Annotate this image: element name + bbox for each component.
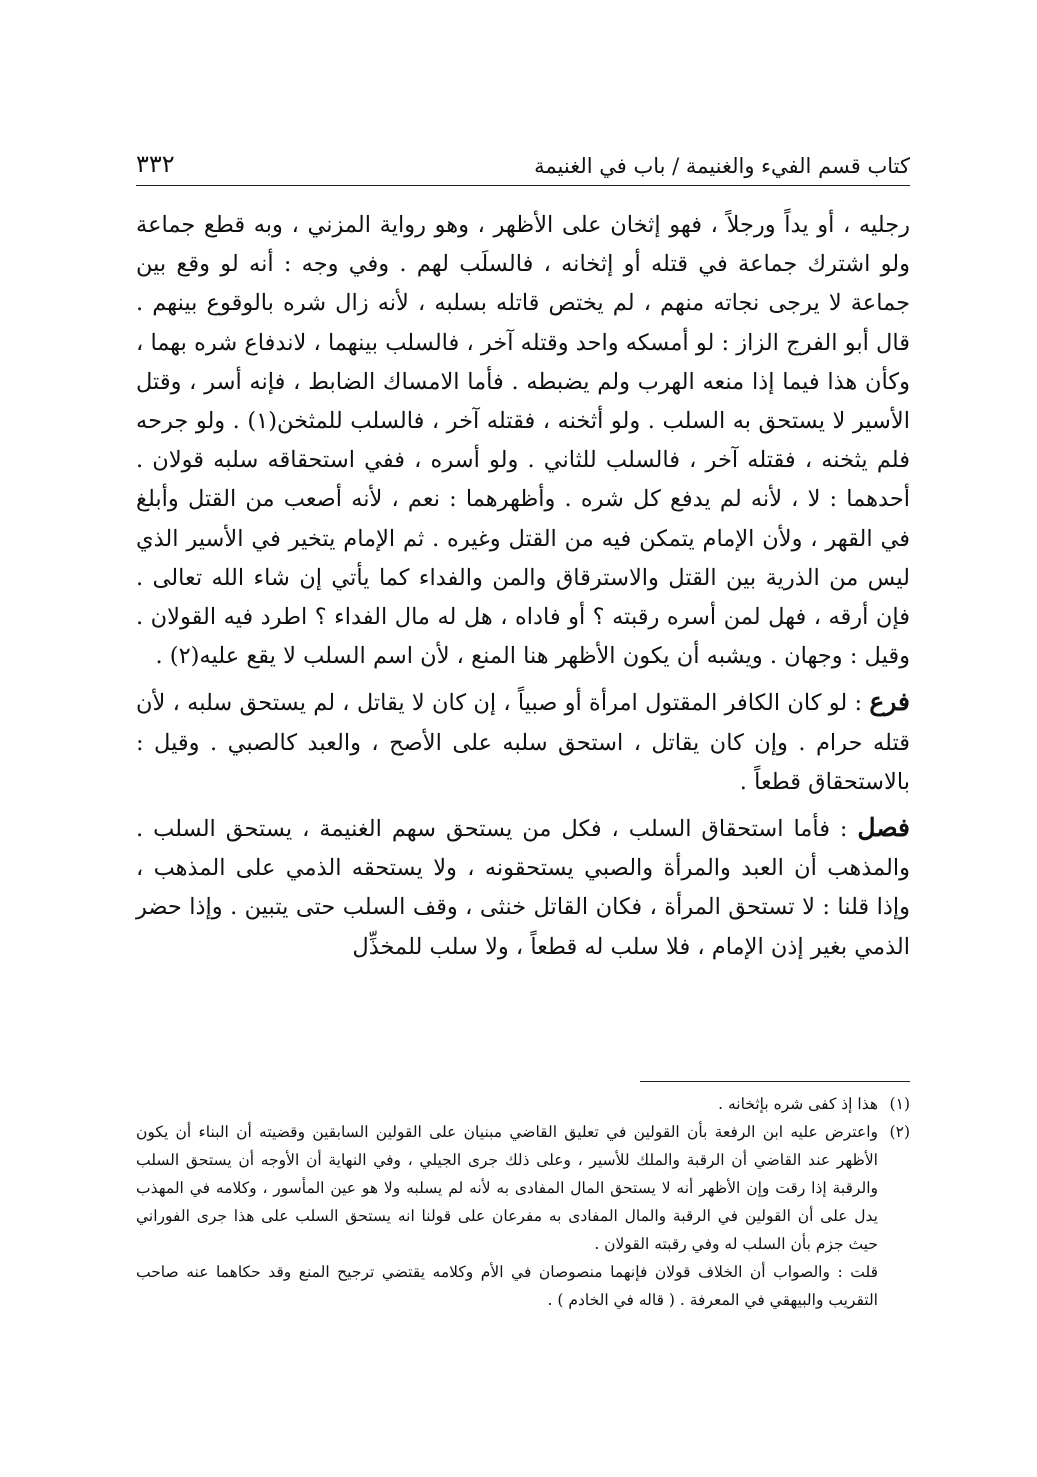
section-keyword-far: فرع xyxy=(869,687,910,717)
running-title: كتاب قسم الفيء والغنيمة / باب في الغنيمة xyxy=(534,154,910,178)
page-number: ٣٣٢ xyxy=(136,150,175,178)
paragraph-text: : فأما استحقاق السلب ، فكل من يستحق سهم الغنيمة ، يستحق السلب . والمذهب أن العبد والمرأة والصبي يستحقونه ، ولا يستحقه الذمي على المذهب ، وإذا قلنا : لا تستحق المرأة ، فكان القاتل خنثى ، وقف السلب حتى يتبين . وإذا حضر الذمي بغير إذن الإمام ، فلا سلب له قطعاً ، ولا سلب للمخذِّل xyxy=(136,816,910,960)
page-header xyxy=(136,134,910,178)
paragraph-1 xyxy=(136,206,910,676)
paragraph-text: : لو كان الكافر المقتول امرأة أو صبياً ، إن كان لا يقاتل ، لم يستحق سلبه ، لأن قتله حرام . وإن كان يقاتل ، استحق سلبه على الأصح ، والعبد كالصبي . وقيل : بالاستحقاق قطعاً . xyxy=(136,690,910,795)
footnote-text: واعترض عليه ابن الرفعة بأن القولين في تعليق القاضي مبنيان على القولين السابقين وقضيته أن البناء أن يكون الأظهر عند القاضي أن الرقبة والملك للأسير ، وعلى ذلك جرى الجيلي ، وفي النهاية أن الأوجه أن يستحق السلب والرقبة إذا رقت وإن الأظهر أنه لا يستحق المال المفادى به لأنه لم يسلبه ولا هو عين المأسور ، وكلامه في المهذب يدل على أن القولين في الرقبة والمال المفادى به مفرعان على قولنا انه يستحق السلب على هذا جرى الفوراني حيث جزم بأن السلب له وفي رقبته القولان . xyxy=(136,1123,878,1253)
footnote-divider xyxy=(640,1081,910,1082)
paragraph-far xyxy=(136,682,910,802)
section-keyword-fasl: فصل xyxy=(857,813,910,843)
main-text xyxy=(136,206,910,967)
header-divider xyxy=(136,185,910,186)
footnote-text: هذا إذ كفى شره بإثخانه . xyxy=(718,1095,878,1113)
footnote-2 xyxy=(136,1118,910,1258)
footnote-number: (١) xyxy=(889,1095,910,1113)
paragraph-fasl xyxy=(136,808,910,967)
paragraph-text: رجليه ، أو يداً ورجلاً ، فهو إثخان على الأظهر ، وهو رواية المزني ، وبه قطع جماعة ولو اشترك جماعة في قتله أو إثخانه ، فالسلَب لهم . وفي وجه : أنه لو وقع بين جماعة لا يرجى نجاته منهم ، لم يختص قاتله بسلبه ، لأنه زال شره بالوقوع بينهم . قال أبو الفرج الزاز : لو أمسكه واحد وقتله آخر ، فالسلب بينهما ، لاندفاع شره بهما ، وكأن هذا فيما إذا منعه الهرب ولم يضبطه . فأما الامساك الضابط ، فإنه أسر ، وقتل الأسير لا يستحق به السلب . ولو أثخنه ، فقتله آخر ، فالسلب للمثخن(١) . ولو جرحه فلم يثخنه ، فقتله آخر ، فالسلب للثاني . ولو أسره ، ففي استحقاقه سلبه قولان . أحدهما : لا ، لأنه لم يدفع كل شره . وأظهرهما : نعم ، لأنه أصعب من القتل وأبلغ في القهر ، ولأن الإمام يتمكن فيه من القتل وغيره . ثم الإمام يتخير في الأسير الذي ليس من الذرية بين القتل والاسترقاق والمن والفداء كما يأتي إن شاء الله تعالى . فإن أرقه ، فهل لمن أسره رقبته ؟ أو فاداه ، هل له مال الفداء ؟ اطرد فيه القولان . وقيل : وجهان . ويشبه أن يكون الأظهر هنا المنع ، لأن اسم السلب لا يقع عليه(٢) . xyxy=(136,212,910,670)
footnote-1 xyxy=(136,1090,910,1118)
footnote-number: (٢) xyxy=(889,1123,910,1141)
footnote-editor-note: قلت : والصواب أن الخلاف قولان فإنهما منصوصان في الأم وكلامه يقتضي ترجيح المنع وقد حكاهما عنه صاحب التقريب والبيهقي في المعرفة . ( قاله في الخادم ) . xyxy=(136,1263,878,1309)
footnotes xyxy=(136,1090,910,1314)
